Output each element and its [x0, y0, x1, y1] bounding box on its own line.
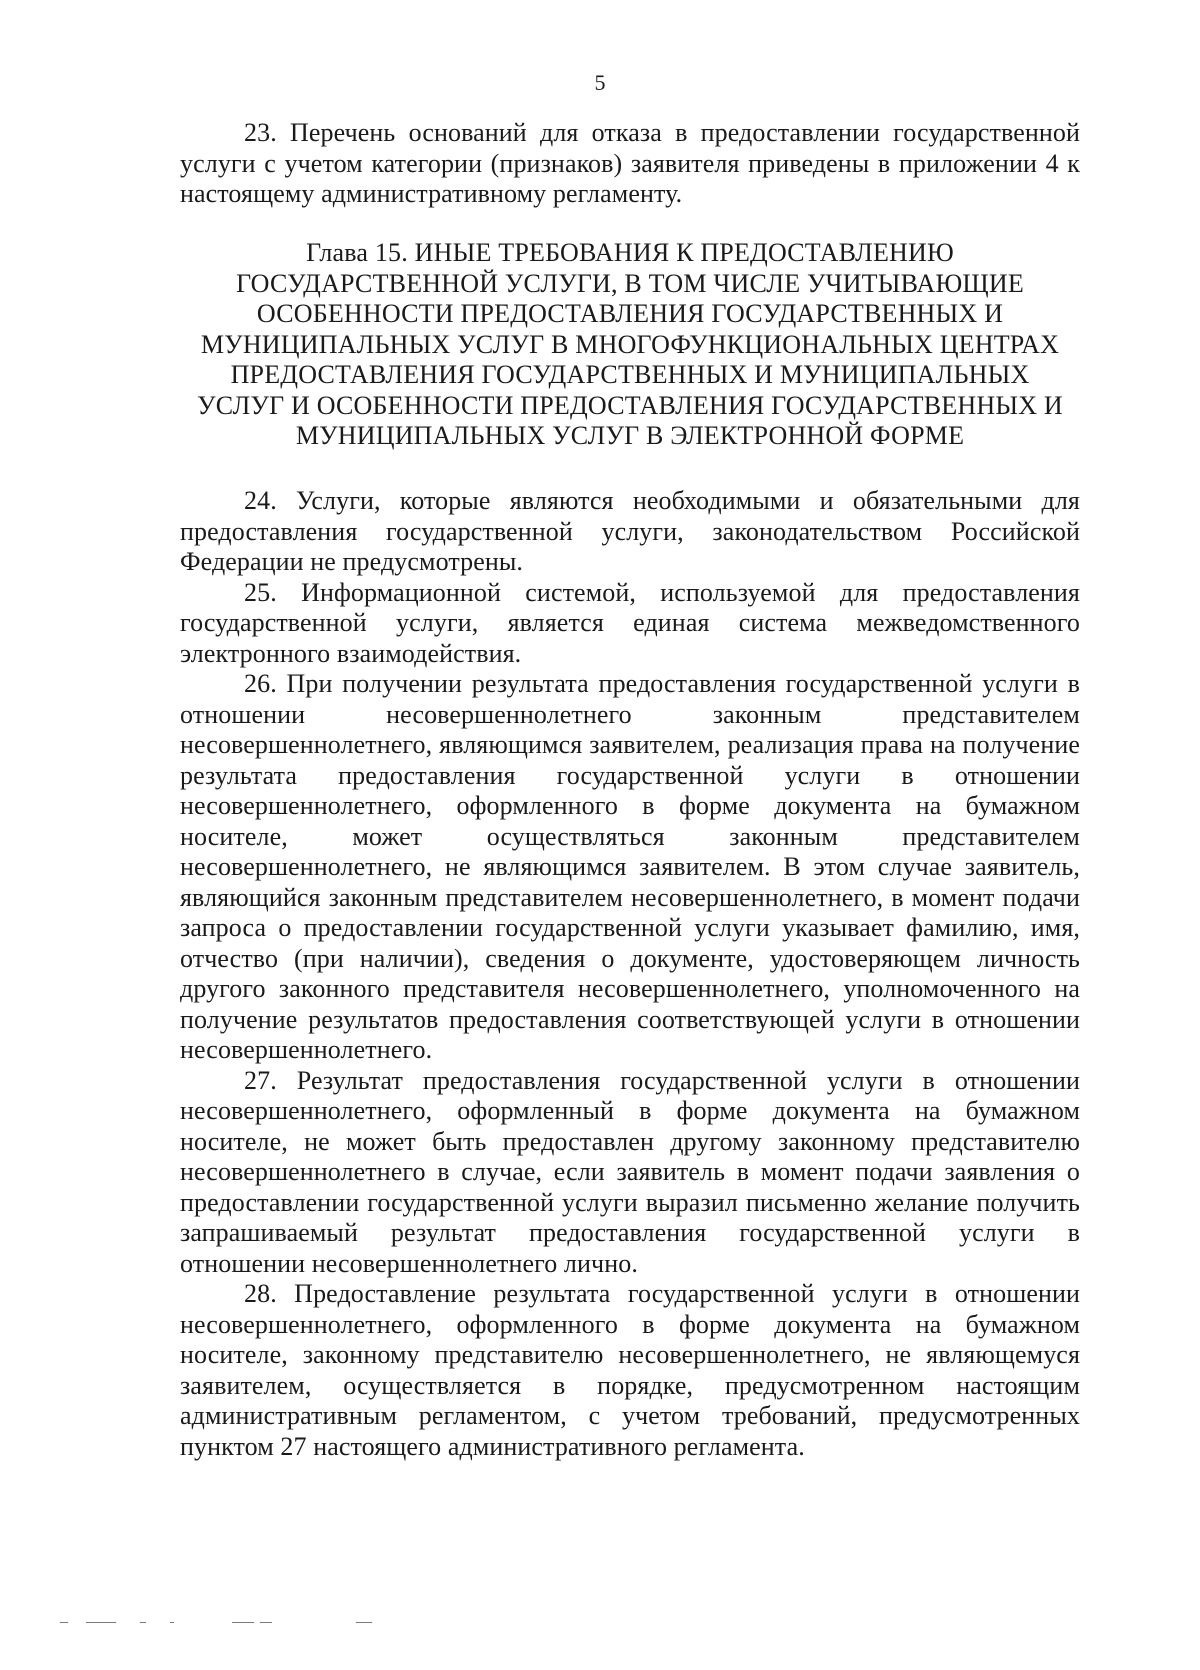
chapter-heading-line: Глава 15. ИНЫЕ ТРЕБОВАНИЯ К ПРЕДОСТАВЛЕНИЮ [306, 238, 954, 267]
chapter-heading-line: МУНИЦИПАЛЬНЫХ УСЛУГ В ЭЛЕКТРОННОЙ ФОРМЕ [295, 421, 965, 450]
scan-mark [140, 1622, 146, 1623]
scan-mark [356, 1622, 372, 1623]
chapter-heading [170, 238, 1090, 452]
scan-mark [170, 1622, 174, 1623]
chapter-heading-line: ОСОБЕННОСТИ ПРЕДОСТАВЛЕНИЯ ГОСУДАРСТВЕННЫХ И [256, 299, 1004, 328]
scan-artifact-marks [60, 1620, 460, 1626]
chapter-heading-line: ГОСУДАРСТВЕННОЙ УСЛУГИ, В ТОМ ЧИСЛЕ УЧИТЫВАЮЩИЕ [236, 268, 1024, 298]
paragraph-27: 27. Результат предоставления государственной услуги в отношении несовершеннолетнего, оформленный в форме документа на бумажном носителе, не может быть предоставлен другому законному представителю несовершеннолетнего в случае, если заявитель в момент подачи заявления о предоставлении государственной услуги выразил письменно желание получить запрашиваемый результат предоставления государственной услуги в отношении несовершеннолетнего лично. [180, 1065, 1080, 1278]
scan-mark [60, 1622, 68, 1623]
paragraph-23: 23. Перечень оснований для отказа в предоставлении государственной услуги с учетом категории (признаков) заявителя приведены в приложении 4 к настоящему административному регламенту. [180, 118, 1080, 208]
paragraph-28: 28. Предоставление результата государственной услуги в отношении несовершеннолетнего, оформленного в форме документа на бумажном носителе, законному представителю несовершеннолетнего, не являющемуся заявителем, осуществляется в порядке, предусмотренном настоящим административным регламентом, с учетом требований, предусмотренных пунктом 27 настоящего административного регламента. [180, 1279, 1080, 1461]
paragraph-25: 25. Информационной системой, используемой для предоставления государственной услуги, является единая система межведомственного электронного взаимодействия. [180, 577, 1080, 668]
paragraphs-block [180, 486, 1080, 1462]
scan-mark [260, 1622, 272, 1623]
page-number: 5 [594, 70, 606, 95]
chapter-heading-line: УСЛУГ И ОСОБЕННОСТИ ПРЕДОСТАВЛЕНИЯ ГОСУДАРСТВЕННЫХ И [197, 390, 1063, 420]
scan-mark [232, 1622, 254, 1623]
paragraph-26: 26. При получении результата предоставления государственной услуги в отношении несовершеннолетнего законным представителем несовершеннолетнего, являющимся заявителем, реализация права на получение результата предоставления государственной услуги в отношении несовершеннолетнего, оформленного в форме документа на бумажном носителе, может осуществляться законным представителем несовершеннолетнего, не являющимся заявителем. В этом случае заявитель, являющийся законным представителем несовершеннолетнего, в момент подачи запроса о предоставлении государственной услуги указывает фамилию, имя, отчество (при наличии), сведения о документе, удостоверяющем личность другого законного представителя несовершеннолетнего, уполномоченного на получение результатов предоставления соответствующей услуги в отношении несовершеннолетнего. [180, 669, 1080, 1064]
paragraph-block-23 [180, 118, 1080, 210]
scan-mark [86, 1622, 116, 1623]
chapter-heading-line: МУНИЦИПАЛЬНЫХ УСЛУГ В МНОГОФУНКЦИОНАЛЬНЫХ ЦЕНТРАХ [200, 329, 1060, 359]
chapter-heading-line: ПРЕДОСТАВЛЕНИЯ ГОСУДАРСТВЕННЫХ И МУНИЦИПАЛЬНЫХ [230, 360, 1030, 389]
paragraph-24: 24. Услуги, которые являются необходимыми и обязательными для предоставления государственной услуги, законодательством Российской Федерации не предусмотрены. [180, 486, 1080, 576]
